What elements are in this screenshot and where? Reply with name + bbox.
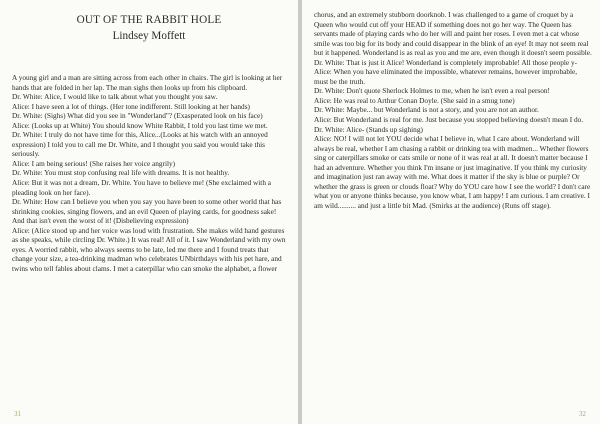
paragraph: Alice: He was real to Arthur Conan Doyle. (She said in a smug tone) <box>314 95 515 105</box>
right-page <box>302 0 600 424</box>
paragraph: Dr. White: Don't quote Sherlock Holmes to me, when he isn't even a real person! <box>314 86 550 96</box>
paragraph: Alice: But Wonderland is real for me. Just because you stopped believing doesn't mean I do. <box>314 115 584 125</box>
paragraph: Alice: (Looks up at White) You should know White Rabbit, I told you last time we met. <box>12 120 268 130</box>
paragraph: Dr. White: (Sighs) What did you see in "Wonderland"? (Exasperated look on his face) <box>12 111 263 121</box>
paragraph: Alice: But it was not a dream, Dr. White. You have to believe me! (She exclaimed with a pleading look on her face). <box>12 178 272 197</box>
paragraph: Dr. White: Alice- (Stands up sighing) <box>314 124 423 134</box>
paragraph: Dr. White: That is just it Alice! Wonderland is completely improbable! All those people y- <box>314 57 578 67</box>
paragraph: A young girl and a man are sitting across from each other in chairs. The girl is looking at her hands that are folded in her lap. The man sighs then looks up from his clipboard. <box>12 73 283 92</box>
story-title: OUT OF THE RABBIT HOLE <box>76 14 222 26</box>
paragraph: chorus, and an extremely stubborn doorknob. I was challenged to a game of croquet by a Queen who would cut off your HEAD if something does not go her way. The Queen has servants made of playing cards who do her will and paint her roses. I even met a cat whose smile was too big for its body and could disappear in the blink of an eye! It may not seem real but it happened. Wonderland is as real as you and me are, even though it doesn't seem possible. <box>314 10 592 58</box>
left-page-body <box>12 73 288 273</box>
right-page-body <box>314 10 592 210</box>
paragraph: Alice: I am being serious! (She raises her voice angrily) <box>12 158 176 168</box>
left-page <box>0 0 298 424</box>
page-number-left: 31 <box>14 410 21 418</box>
paragraph: Dr. White: Maybe... but Wonderland is not a story, and you are not an author. <box>314 105 539 115</box>
paragraph: Dr. White: Alice, I would like to talk about what you thought you saw. <box>12 92 218 102</box>
paragraph: Dr. White: You must stop confusing real life with dreams. It is not healthy. <box>12 168 230 178</box>
paragraph: Alice: (Alice stood up and her voice was loud with frustration. She makes wild hand gestures as she speaks, while circling Dr. White.) It was real! All of it. I saw Wonderland with my own eyes. A worried rabbit, who always seems to be late, led me there and I found treats that change your size, a tea-drinking madman who celebrates UNbirthdays with his pet hare, and twins who tell fables about clams. I met a caterpillar who can smoke the alphabet, a flower <box>12 225 286 273</box>
paragraph: Alice: I have seen a lot of things. (Her tone indifferent. Still looking at her hands) <box>12 101 250 111</box>
paragraph: Dr. White: I truly do not have time for this, Alice...(Looks at his watch with an annoyed expression) I told you to call me Dr. White, and I thought you said you would take this seriously. <box>12 130 268 159</box>
page-number-right: 32 <box>579 410 586 418</box>
author-name: Lindsey Moffett <box>112 30 186 42</box>
paragraph: Dr. White: How can I believe you when you say you have been to some other world that has shrinking cookies, singing flowers, and an evil Queen of playing cards, for goodness sake! And that isn't even the worst of it! (Disbelieving expression) <box>12 197 282 226</box>
paragraph: Alice: NO! I will not let YOU decide what I believe in, what I care about. Wonderland will always be real, whether I am chasing a rabbit or drinking tea with madmen... Whether flowers sing or caterpillars smoke or cats smile or none of it was real at all. It doesn't matter because I had an adventure. Whether you think I'm insane or just imaginative. If you think my curiosity and imagination just ran away with me. What does it matter if the sky is blue or purple? Or whether the grass is green or clouds float? Why do YOU care how I see the world? I don't care what you or anyone thinks because, you know what, I am happy! I am curious. I am creative. I am wild.......... and just a little bit Mad. (Smirks at the audience) (Runs off stage). <box>314 134 591 210</box>
paragraph: Alice: When you have eliminated the impossible, whatever remains, however improbable, must be the truth. <box>314 67 578 86</box>
